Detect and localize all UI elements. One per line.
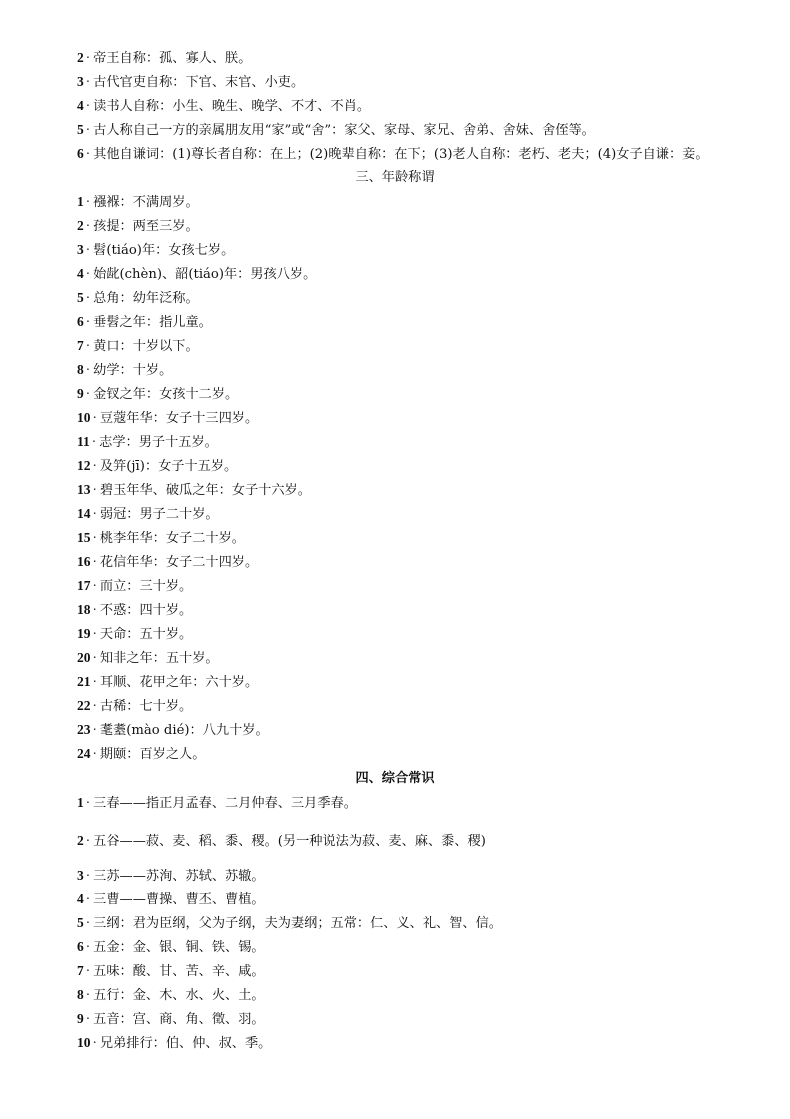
item-text: 兄弟排行：伯、仲、叔、季。 bbox=[99, 1036, 272, 1051]
item-separator: · bbox=[85, 868, 91, 883]
item-number: 1 bbox=[77, 194, 84, 209]
item-number: 3 bbox=[77, 868, 84, 883]
item-number: 14 bbox=[77, 506, 91, 521]
item-number: 13 bbox=[77, 482, 91, 497]
item-separator: · bbox=[92, 1035, 97, 1050]
item-number: 20 bbox=[77, 650, 91, 665]
list-item bbox=[77, 433, 218, 452]
item-text: 五行：金、木、水、火、土。 bbox=[93, 988, 265, 1003]
list-item bbox=[77, 553, 258, 572]
item-text: 耳顺、花甲之年：六十岁。 bbox=[99, 675, 259, 690]
item-separator: · bbox=[85, 122, 91, 137]
item-text: 古稀：七十岁。 bbox=[99, 699, 193, 714]
item-text: 知非之年：五十岁。 bbox=[99, 651, 219, 666]
item-number: 5 bbox=[77, 290, 84, 305]
item-separator: · bbox=[85, 386, 91, 401]
list-item bbox=[77, 938, 265, 957]
item-separator: · bbox=[85, 290, 91, 305]
item-number: 6 bbox=[77, 314, 84, 329]
item-number: 2 bbox=[77, 833, 84, 848]
list-item bbox=[77, 1034, 271, 1053]
list-item bbox=[77, 481, 311, 500]
item-text: 志学：男子十五岁。 bbox=[99, 435, 218, 450]
item-separator: · bbox=[92, 650, 97, 665]
item-number: 9 bbox=[77, 1011, 84, 1026]
item-number: 5 bbox=[77, 122, 84, 137]
list-item bbox=[77, 193, 199, 212]
item-number: 12 bbox=[77, 458, 91, 473]
list-item bbox=[77, 265, 316, 284]
item-text: 而立：三十岁。 bbox=[99, 579, 193, 594]
item-separator: · bbox=[85, 314, 91, 329]
item-separator: · bbox=[92, 530, 97, 545]
item-text: 五音：宫、商、角、徵、羽。 bbox=[93, 1012, 265, 1027]
item-separator: · bbox=[92, 578, 97, 593]
list-item bbox=[77, 867, 265, 886]
item-text: 帝王自称：孤、寡人、朕。 bbox=[93, 51, 252, 66]
list-item bbox=[77, 121, 595, 140]
list-item bbox=[77, 241, 234, 260]
item-number: 3 bbox=[77, 74, 84, 89]
list-item bbox=[77, 457, 237, 476]
list-item bbox=[77, 625, 192, 644]
item-number: 23 bbox=[77, 722, 91, 737]
item-text: 总角：幼年泛称。 bbox=[93, 291, 199, 306]
list-item bbox=[77, 313, 212, 332]
item-number: 1 bbox=[77, 795, 84, 810]
item-separator: · bbox=[85, 987, 91, 1002]
item-separator: · bbox=[85, 242, 91, 257]
list-item bbox=[77, 289, 199, 308]
item-text: 豆蔻年华：女子十三四岁。 bbox=[99, 411, 259, 426]
item-text: 及笄(jī)：女子十五岁。 bbox=[99, 459, 238, 474]
list-item bbox=[77, 217, 199, 236]
list-item bbox=[77, 721, 269, 740]
list-item bbox=[77, 890, 265, 909]
item-separator: · bbox=[92, 410, 97, 425]
item-number: 24 bbox=[77, 746, 91, 761]
list-item bbox=[77, 577, 192, 596]
item-separator: · bbox=[85, 74, 91, 89]
list-item bbox=[77, 697, 192, 716]
item-separator: · bbox=[92, 602, 97, 617]
list-item bbox=[77, 49, 251, 68]
item-separator: · bbox=[85, 362, 91, 377]
list-item bbox=[77, 337, 199, 356]
item-number: 11 bbox=[77, 434, 90, 449]
item-separator: · bbox=[92, 482, 97, 497]
item-separator: · bbox=[85, 266, 91, 281]
item-separator: · bbox=[91, 434, 97, 449]
list-item bbox=[77, 986, 265, 1005]
item-number: 8 bbox=[77, 362, 84, 377]
item-number: 4 bbox=[77, 266, 84, 281]
item-separator: · bbox=[92, 674, 97, 689]
item-separator: · bbox=[92, 746, 97, 761]
item-text: 五金：金、银、铜、铁、锡。 bbox=[93, 940, 265, 955]
item-text: 襁褓：不满周岁。 bbox=[93, 195, 199, 210]
item-number: 6 bbox=[77, 146, 84, 161]
list-item bbox=[77, 962, 265, 981]
item-number: 17 bbox=[77, 578, 91, 593]
item-number: 7 bbox=[77, 338, 84, 353]
item-separator: · bbox=[92, 554, 97, 569]
item-text: 不惑：四十岁。 bbox=[99, 603, 193, 618]
list-item bbox=[77, 97, 370, 116]
list-item bbox=[77, 914, 502, 933]
item-text: 碧玉年华、破瓜之年：女子十六岁。 bbox=[99, 483, 311, 498]
item-number: 10 bbox=[77, 1035, 91, 1050]
list-item bbox=[77, 145, 709, 164]
item-separator: · bbox=[85, 963, 91, 978]
item-text: 始龀(chèn)、韶(tiáo)年：男孩八岁。 bbox=[93, 267, 317, 282]
item-separator: · bbox=[85, 833, 91, 848]
list-item bbox=[77, 601, 192, 620]
item-separator: · bbox=[85, 50, 91, 65]
item-separator: · bbox=[92, 458, 97, 473]
item-text: 金钗之年：女孩十二岁。 bbox=[93, 387, 239, 402]
item-separator: · bbox=[85, 939, 91, 954]
list-item bbox=[77, 73, 304, 92]
item-separator: · bbox=[92, 698, 97, 713]
item-number: 7 bbox=[77, 963, 84, 978]
item-separator: · bbox=[85, 98, 91, 113]
item-text: 其他自谦词：(1)尊长者自称：在上；(2)晚辈自称：在下；(3)老人自称：老朽、老夫；(4)女子自谦：妾。 bbox=[93, 147, 709, 162]
item-number: 4 bbox=[77, 891, 84, 906]
list-item bbox=[77, 649, 219, 668]
item-number: 10 bbox=[77, 410, 91, 425]
item-separator: · bbox=[92, 722, 97, 737]
item-text: 五味：酸、甘、苦、辛、咸。 bbox=[93, 964, 265, 979]
list-item bbox=[77, 409, 258, 428]
item-text: 古代官吏自称：下官、末官、小吏。 bbox=[93, 75, 305, 90]
item-separator: · bbox=[92, 626, 97, 641]
item-separator: · bbox=[85, 795, 91, 810]
section-heading-general: 四、综合常识 bbox=[355, 771, 435, 786]
item-number: 3 bbox=[77, 242, 84, 257]
list-item bbox=[77, 832, 486, 851]
item-text: 垂髫之年：指儿童。 bbox=[93, 315, 212, 330]
list-item bbox=[77, 745, 205, 764]
item-text: 花信年华：女子二十四岁。 bbox=[99, 555, 259, 570]
item-separator: · bbox=[85, 218, 91, 233]
item-number: 15 bbox=[77, 530, 91, 545]
item-number: 18 bbox=[77, 602, 91, 617]
item-number: 21 bbox=[77, 674, 91, 689]
item-separator: · bbox=[85, 915, 91, 930]
item-text: 读书人自称：小生、晚生、晚学、不才、不肖。 bbox=[93, 99, 371, 114]
item-number: 6 bbox=[77, 939, 84, 954]
item-text: 天命：五十岁。 bbox=[99, 627, 193, 642]
item-text: 期颐：百岁之人。 bbox=[99, 747, 206, 762]
item-number: 8 bbox=[77, 987, 84, 1002]
item-text: 弱冠：男子二十岁。 bbox=[99, 507, 219, 522]
item-separator: · bbox=[92, 506, 97, 521]
item-text: 孩提：两至三岁。 bbox=[93, 219, 199, 234]
item-number: 16 bbox=[77, 554, 91, 569]
item-text: 桃李年华：女子二十岁。 bbox=[99, 531, 245, 546]
item-separator: · bbox=[85, 146, 91, 161]
item-number: 2 bbox=[77, 218, 84, 233]
item-number: 5 bbox=[77, 915, 84, 930]
item-separator: · bbox=[85, 194, 91, 209]
item-text: 古人称自己一方的亲属朋友用“家”或“舍”：家父、家母、家兄、舍弟、舍妹、舍侄等。 bbox=[93, 123, 595, 138]
list-item bbox=[77, 361, 172, 380]
item-number: 19 bbox=[77, 626, 91, 641]
item-text: 三曹——曹操、曹丕、曹植。 bbox=[93, 892, 265, 907]
item-separator: · bbox=[85, 891, 91, 906]
item-separator: · bbox=[85, 1011, 91, 1026]
list-item bbox=[77, 385, 238, 404]
list-item bbox=[77, 1010, 265, 1029]
item-text: 耄耋(mào dié)：八九十岁。 bbox=[99, 723, 269, 738]
item-text: 五谷——菽、麦、稻、黍、稷。(另一种说法为菽、麦、麻、黍、稷) bbox=[93, 834, 486, 849]
item-separator: · bbox=[85, 338, 91, 353]
section-heading-age: 三、年龄称谓 bbox=[355, 170, 435, 185]
item-text: 髫(tiáo)年：女孩七岁。 bbox=[93, 243, 235, 258]
item-text: 三苏——苏洵、苏轼、苏辙。 bbox=[93, 869, 265, 884]
list-item bbox=[77, 529, 245, 548]
item-text: 黄口：十岁以下。 bbox=[93, 339, 199, 354]
item-text: 三纲：君为臣纲，父为子纲，夫为妻纲；五常：仁、义、礼、智、信。 bbox=[93, 916, 502, 931]
item-number: 9 bbox=[77, 386, 84, 401]
item-number: 2 bbox=[77, 50, 84, 65]
item-text: 三春——指正月孟春、二月仲春、三月季春。 bbox=[93, 796, 357, 811]
list-item bbox=[77, 794, 357, 813]
item-number: 22 bbox=[77, 698, 91, 713]
list-item bbox=[77, 673, 258, 692]
list-item bbox=[77, 505, 219, 524]
item-number: 4 bbox=[77, 98, 84, 113]
item-text: 幼学：十岁。 bbox=[93, 363, 173, 378]
